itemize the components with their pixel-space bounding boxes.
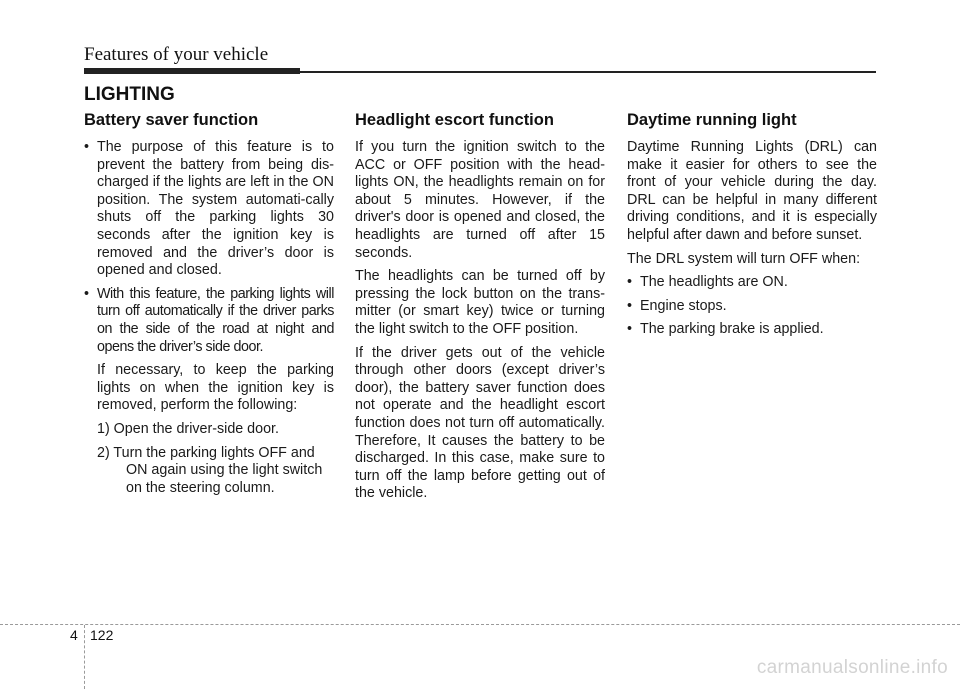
page-number: 122 <box>90 627 114 643</box>
bullet-text: The parking brake is applied. <box>640 321 824 338</box>
column-battery-saver <box>84 111 334 503</box>
header-rule-thick <box>84 68 300 74</box>
column-headlight-escort <box>355 111 605 509</box>
header-rule-thin <box>300 71 876 73</box>
watermark: carmanualsonline.info <box>756 657 948 678</box>
bullet-dot: • <box>84 139 90 155</box>
footer-divider <box>0 624 960 625</box>
bullet-dot: • <box>84 285 89 302</box>
footer-vertical-divider <box>84 625 85 689</box>
battery-saver-heading: Battery saver function <box>84 111 259 129</box>
headlight-escort-heading: Headlight escort function <box>355 111 554 129</box>
bullet-dot: • <box>627 274 633 291</box>
bullet-dot: • <box>627 297 633 314</box>
bullet-dot: • <box>627 321 633 338</box>
daytime-running-paragraph: The DRL system will turn OFF when: <box>627 250 861 267</box>
section-title: LIGHTING <box>84 84 175 105</box>
bullet-text: The headlights are ON. <box>640 274 788 291</box>
page-header-title: Features of your vehicle <box>84 44 269 65</box>
headlight-escort-paragraph: The headlights can be turned off by pressing the lock button on the trans-mitter (or smart key) twice or turning the light switch to the OFF position. <box>355 268 605 337</box>
daytime-running-heading: Daytime running light <box>627 111 797 129</box>
daytime-running-paragraph: Daytime Running Lights (DRL) can make it easier for others to see the front of your vehicle during the day. DRL can be helpful in many different driving conditions, and it is especially helpful after dawn and before sunset. <box>627 139 877 243</box>
bullet-item <box>84 286 334 356</box>
headlight-escort-paragraph: If the driver gets out of the vehicle through other doors (except driver’s door), the battery saver function does not operate and the headlight escort function does not turn off automatically. Therefore, It causes the battery to be discharged. In this case, make sure to turn off the lamp before getting out of the vehicle. <box>355 344 605 502</box>
bullet-text: Engine stops. <box>640 297 727 314</box>
bullet-text: With this feature, the parking lights will turn off automatically if the driver parks on the side of the road at night and opens the driver’s side door. <box>97 285 334 355</box>
bullet-item <box>627 274 877 292</box>
bullet-item <box>627 298 877 316</box>
bullet-item <box>84 139 334 280</box>
column-daytime-running <box>627 111 877 345</box>
headlight-escort-paragraph: If you turn the ignition switch to the ACC or OFF position with the head-lights ON, the headlights remain on for about 5 minutes. However, if the driver's door is opened and closed, the headlights are turned off after 15 seconds. <box>355 139 605 261</box>
bullet-text: The purpose of this feature is to prevent the battery from being dis-charged if the lights are left in the ON position. The system automati-cally shuts off the parking lights 30 seconds after the ignition key is removed and the driver’s door is opened and closed. <box>97 139 334 279</box>
bullet-item <box>627 321 877 339</box>
page-chapter-number: 4 <box>70 627 78 643</box>
step-item: 2) Turn the parking lights OFF and ON again using the light switch on the steering column. <box>97 444 323 496</box>
battery-saver-note: If necessary, to keep the parking lights on when the ignition key is removed, perform the following: <box>97 362 334 414</box>
step-item: 1) Open the driver-side door. <box>97 420 279 437</box>
